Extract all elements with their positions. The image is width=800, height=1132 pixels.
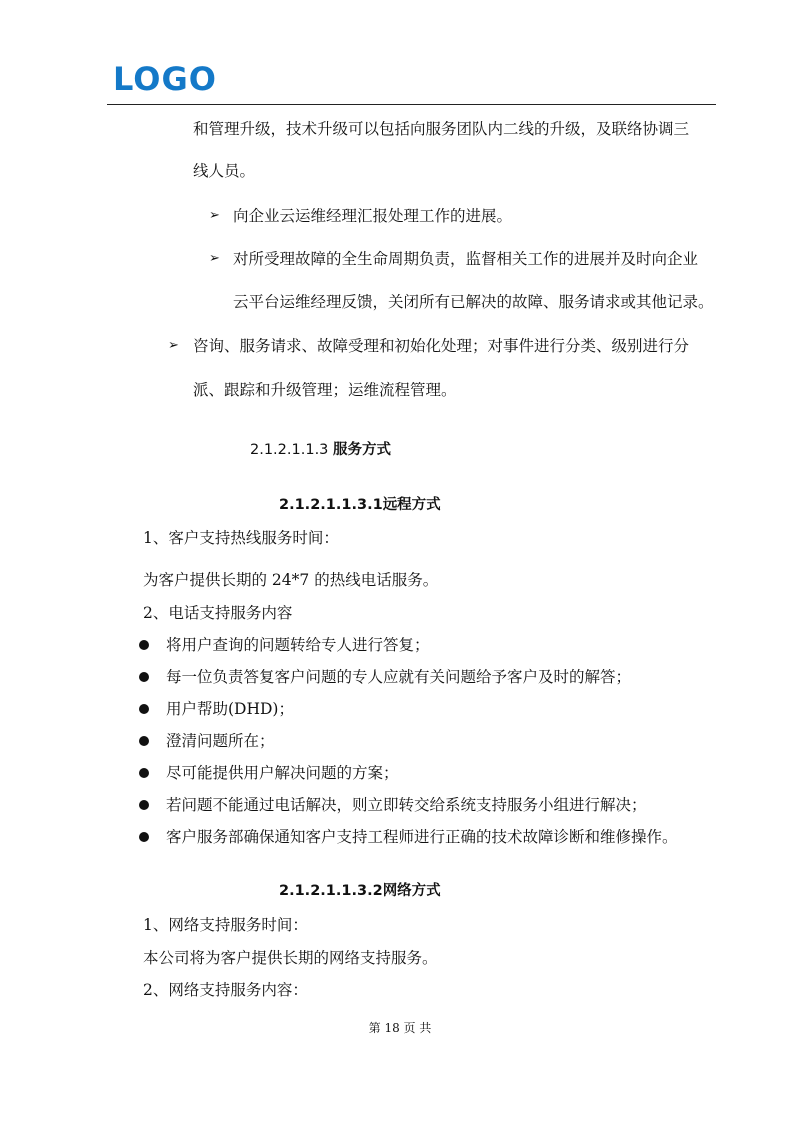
bullet-item: 用户帮助(DHD)；	[166, 700, 294, 718]
section-heading	[250, 440, 391, 460]
arrow-bullet-icon: ➢	[209, 208, 220, 223]
arrow-bullet-icon: ➢	[168, 338, 179, 353]
paragraph: 本公司将为客户提供长期的网络支持服务。	[143, 949, 438, 967]
bullet-item: 将用户查询的问题转给专人进行答复；	[166, 636, 430, 654]
bullet-dot-icon	[139, 672, 149, 682]
bullet-item: 每一位负责答复客户问题的专人应就有关问题给予客户及时的解答；	[166, 668, 632, 686]
list-item: 向企业云运维经理汇报处理工作的进展。	[233, 207, 513, 225]
bullet-item: 客户服务部确保通知客户支持工程师进行正确的技术故障诊断和维修操作。	[166, 828, 678, 846]
paragraph-line: 和管理升级，技术升级可以包括向服务团队内二线的升级，及联络协调三	[193, 120, 690, 138]
list-item-continuation: 派、跟踪和升级管理；运维流程管理。	[193, 381, 457, 399]
header-divider	[107, 104, 716, 105]
subsection-number: 2.1.2.1.1.3.2	[279, 883, 383, 899]
list-item: 对所受理故障的全生命周期负责，监督相关工作的进展并及时向企业	[233, 250, 699, 268]
list-item-continuation: 云平台运维经理反馈，关闭所有已解决的故障、服务请求或其他记录。	[233, 293, 714, 311]
paragraph: 2、电话支持服务内容	[143, 604, 293, 622]
bullet-dot-icon	[139, 736, 149, 746]
bullet-dot-icon	[139, 640, 149, 650]
subsection-heading	[279, 495, 441, 515]
subsection-title: 网络方式	[382, 883, 441, 899]
bullet-dot-icon	[139, 704, 149, 714]
page-footer: 第 18 页 共	[368, 1021, 432, 1035]
paragraph-line: 线人员。	[193, 162, 256, 180]
bullet-item: 若问题不能通过电话解决，则立即转交给系统支持服务小组进行解决；	[166, 796, 647, 814]
subsection-heading	[279, 881, 441, 901]
logo: LOGO	[113, 60, 217, 98]
paragraph: 1、网络支持服务时间：	[143, 916, 308, 934]
bullet-item: 尽可能提供用户解决问题的方案；	[166, 764, 399, 782]
list-item: 咨询、服务请求、故障受理和初始化处理；对事件进行分类、级别进行分	[193, 337, 690, 355]
subsection-title: 远程方式	[382, 497, 441, 513]
paragraph: 2、网络支持服务内容：	[143, 981, 308, 999]
section-title: 服务方式	[333, 442, 392, 458]
subsection-number: 2.1.2.1.1.3.1	[279, 497, 383, 513]
section-number: 2.1.2.1.1.3	[250, 442, 329, 458]
bullet-dot-icon	[139, 832, 149, 842]
bullet-dot-icon	[139, 768, 149, 778]
bullet-dot-icon	[139, 800, 149, 810]
bullet-item: 澄清问题所在；	[166, 732, 275, 750]
paragraph: 1、客户支持热线服务时间：	[143, 529, 339, 547]
paragraph: 为客户提供长期的 24*7 的热线电话服务。	[143, 571, 439, 589]
arrow-bullet-icon: ➢	[209, 251, 220, 266]
